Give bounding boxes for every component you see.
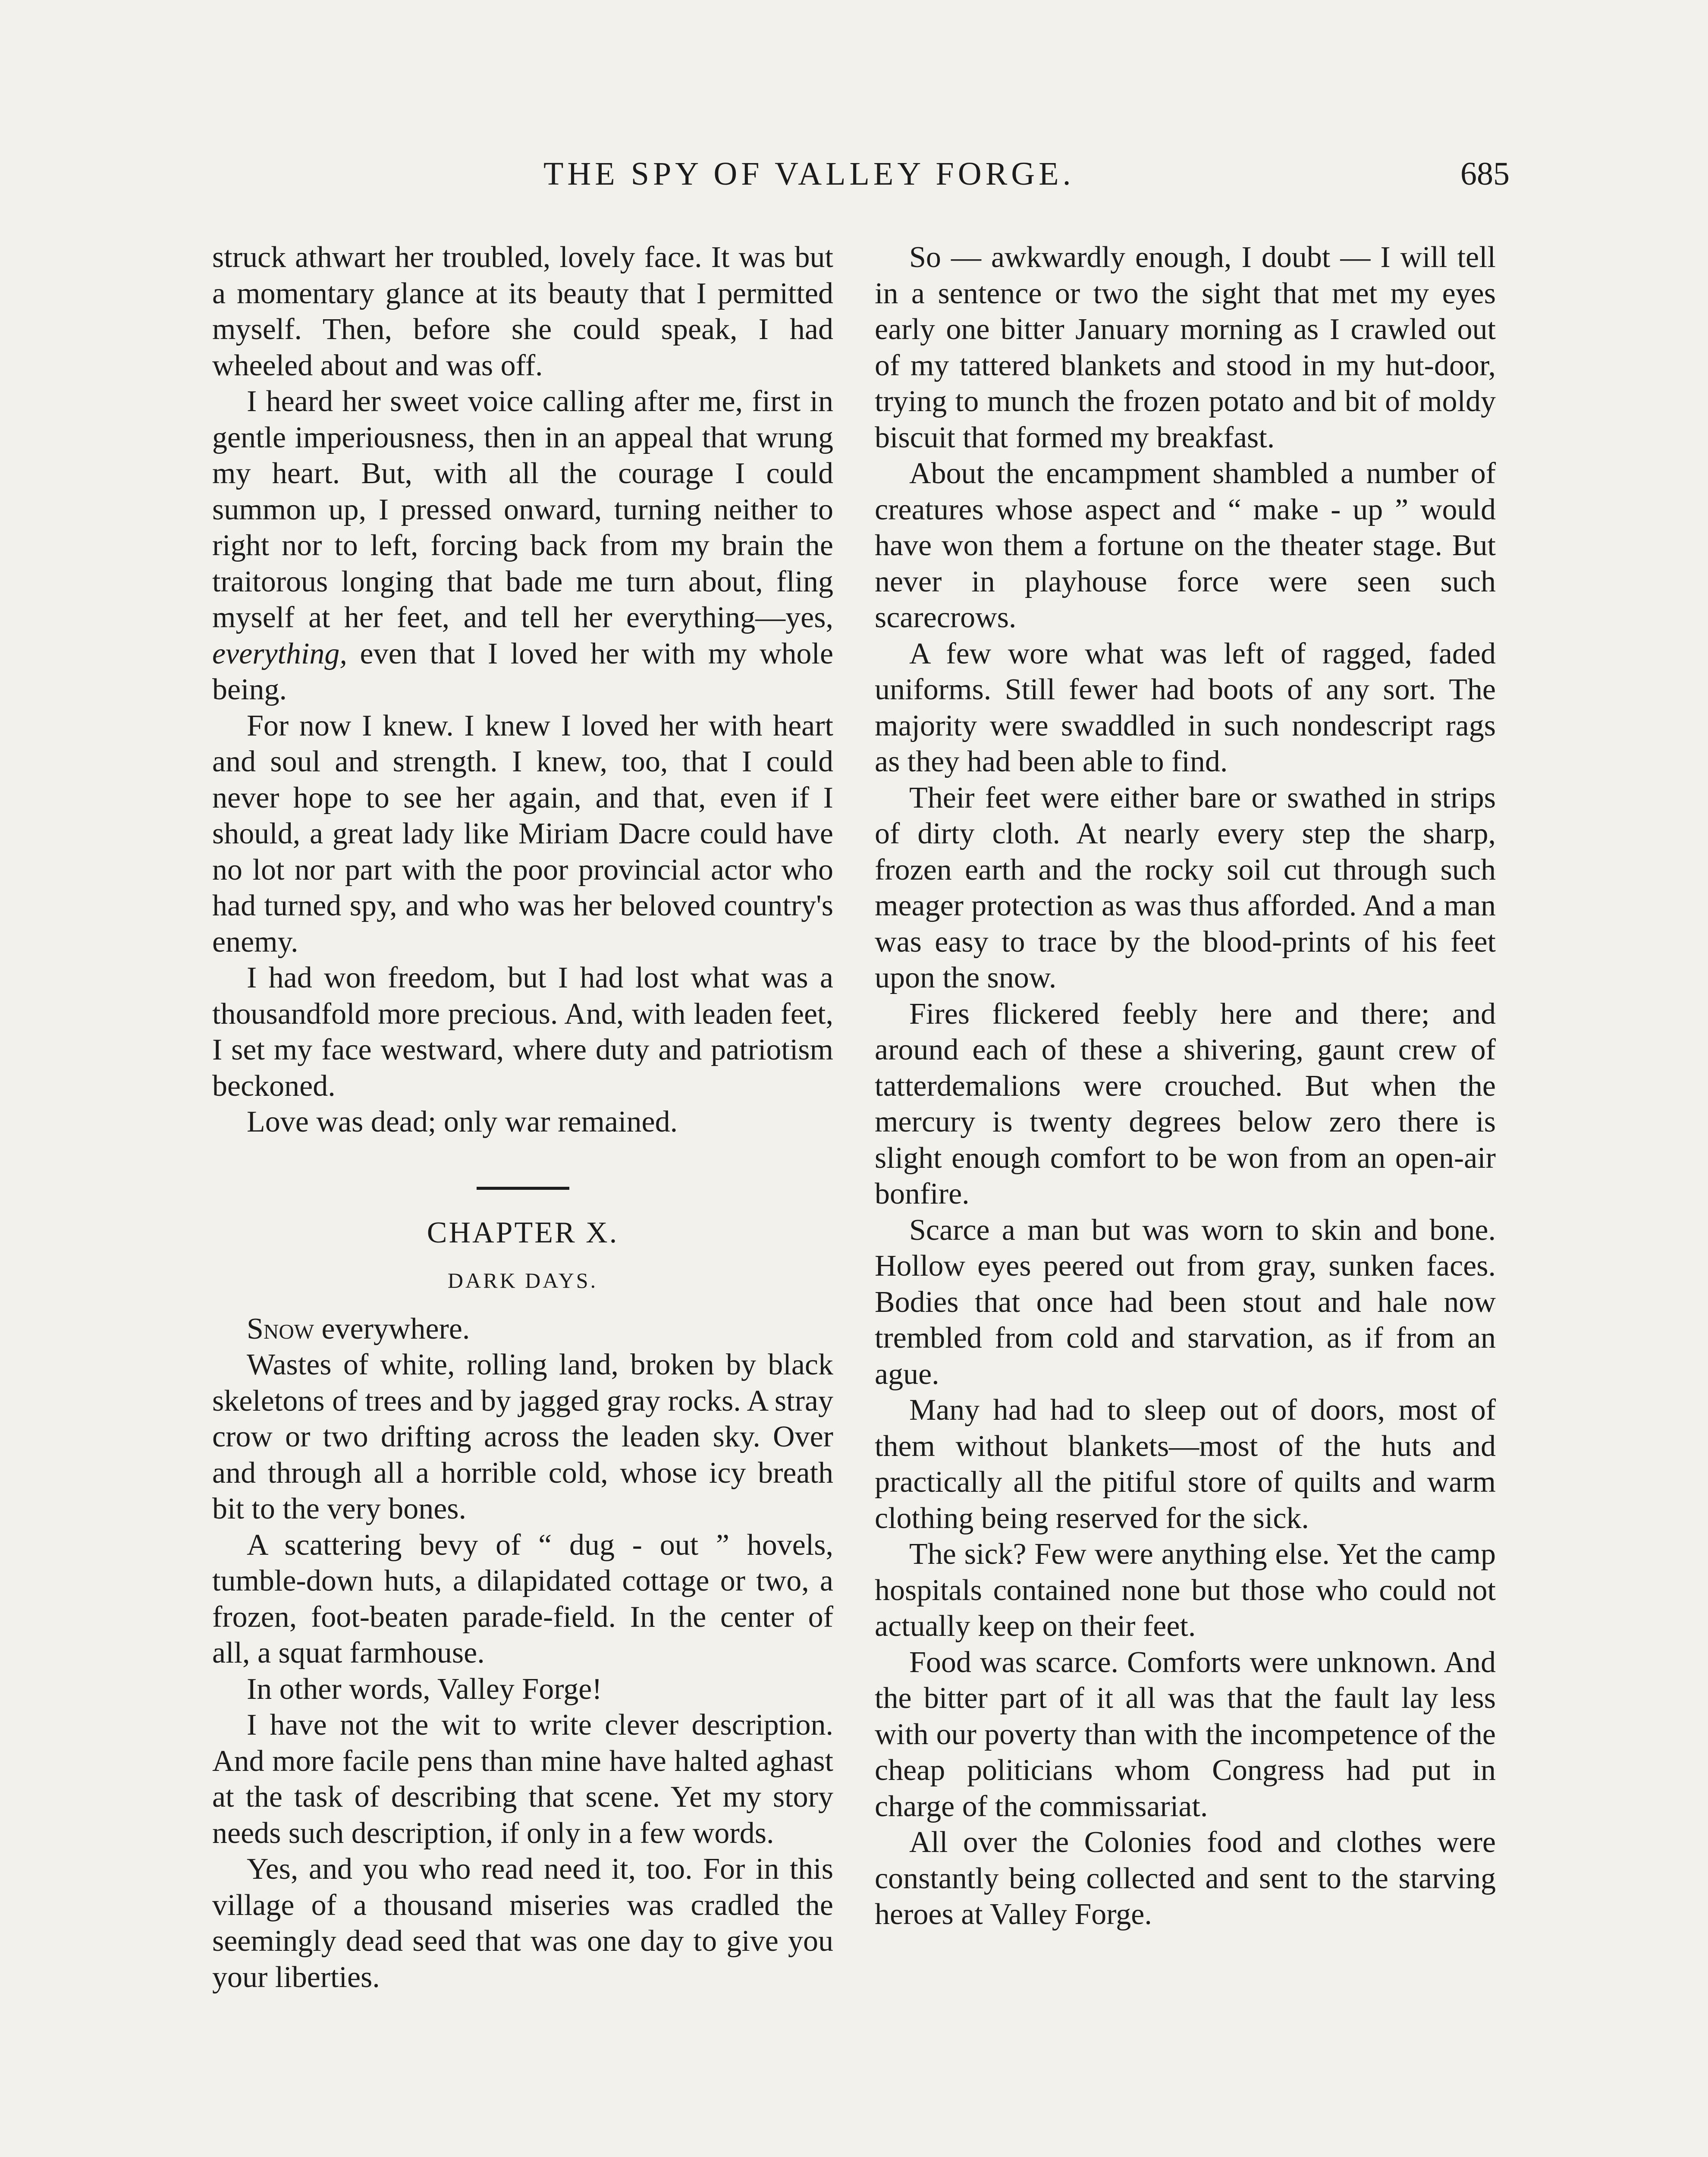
paragraph: For now I knew. I knew I loved her with heart and soul and strength. I knew, too, that I could never hope to see her again, and that, even if I should, a great lady like Miriam Dacre could have no lot nor part with the poor provincial actor who had turned spy, and who was her beloved country's enemy. <box>212 709 833 959</box>
paragraph: A scattering bevy of “ dug - out ” hovels, tumble-down huts, a dilapidated cottage or two, a frozen, foot-beaten parade-field. In the center of all, a squat farmhouse. <box>212 1528 833 1670</box>
paragraph: Their feet were either bare or swathed in strips of dirty cloth. At nearly every step the sharp, frozen earth and the rocky soil cut through such meager protection as was thus afforded. And a man was easy to trace by the blood-prints of his feet upon the snow. <box>875 781 1496 994</box>
right-column <box>875 239 1496 1933</box>
paragraph: About the encampment shambled a number of creatures whose aspect and “ make - up ” would have won them a fortune on the theater stage. But never in playhouse force were seen such scarecrows. <box>875 457 1496 634</box>
paragraph: Love was dead; only war remained. <box>247 1105 678 1138</box>
lead-word: Snow <box>247 1312 314 1346</box>
page-number: 685 <box>1460 156 1510 192</box>
paragraph: So — awkwardly enough, I doubt — I will tell in a sentence or two the sight that met my eyes early one bitter January morning as I crawled out of my tattered blankets and stood in my hut-door, trying to munch the frozen potato and bit of moldy biscuit that formed my breakfast. <box>875 241 1496 454</box>
emphasis-text: everything, <box>212 637 347 670</box>
running-head <box>211 155 1510 207</box>
paragraph: struck athwart her troubled, lovely face. It was but a momentary glance at its beauty that I permitted myself. Then, before she could speak, I had wheeled about and was off. <box>212 241 833 382</box>
paragraph: In other words, Valley Forge! <box>247 1672 602 1706</box>
paragraph: Food was scarce. Comforts were unknown. And the bitter part of it all was that the fault lay less with our poverty than with the incompetence of the cheap politicians whom Congress had put in charge of the commissariat. <box>875 1645 1496 1823</box>
chapter-subtitle: DARK DAYS. <box>447 1268 598 1292</box>
chapter-divider <box>477 1187 569 1190</box>
chapter-title: CHAPTER X. <box>427 1216 619 1249</box>
paragraph-text: everywhere. <box>321 1312 470 1346</box>
paragraph: The sick? Few were anything else. Yet the camp hospitals contained none but those who could not actually keep on their feet. <box>875 1538 1496 1643</box>
paragraph <box>212 384 833 708</box>
paragraph: I have not the wit to write clever description. And more facile pens than mine have halted aghast at the task of describing that scene. Yet my story needs such description, if only in a few words. <box>212 1708 833 1850</box>
paragraph: A few wore what was left of ragged, faded uniforms. Still fewer had boots of any sort. The majority were swaddled in such nondescript rags as they had been able to find. <box>875 637 1496 778</box>
paragraph: All over the Colonies food and clothes were constantly being collected and sent to the starving heroes at Valley Forge. <box>875 1826 1496 1931</box>
paragraph-text: even that I loved her with my whole being. <box>212 637 834 706</box>
paragraph: Wastes of white, rolling land, broken by black skeletons of trees and by jagged gray rocks. A stray crow or two drifting across the leaden sky. Over and through all a horrible cold, whose icy breath bit to the very bones. <box>212 1348 833 1525</box>
paragraph: I had won freedom, but I had lost what was a thousandfold more precious. And, with leaden feet, I set my face westward, where duty and patriotism beckoned. <box>212 961 833 1103</box>
paragraph: Scarce a man but was worn to skin and bone. Hollow eyes peered out from gray, sunken faces. Bodies that once had been stout and hale now trembled from cold and starvation, as if from an ague. <box>875 1213 1496 1391</box>
paragraph <box>212 1311 833 1347</box>
left-column <box>212 239 833 1995</box>
paragraph-text: I heard her sweet voice calling after me, first in gentle imperiousness, then in an appeal that wrung my heart. But, with all the courage I could summon up, I pressed onward, turning neither to right nor to left, forcing back from my brain the traitorous longing that bade me turn about, fling myself at her feet, and tell her everything—yes, <box>212 385 833 634</box>
running-title: THE SPY OF VALLEY FORGE. <box>543 156 1075 192</box>
paragraph: Fires flickered feebly here and there; and around each of these a shivering, gaunt crew of tatterdemalions were crouched. But when the mercury is twenty degrees below zero there is slight enough comfort to be won from an open-air bonfire. <box>875 997 1496 1211</box>
paragraph: Yes, and you who read need it, too. For in this village of a thousand miseries was cradled the seemingly dead seed that was one day to give you your liberties. <box>212 1852 833 1994</box>
paragraph: Many had had to sleep out of doors, most of them without blankets—most of the huts and practically all the pitiful store of quilts and warm clothing being reserved for the sick. <box>875 1393 1496 1535</box>
